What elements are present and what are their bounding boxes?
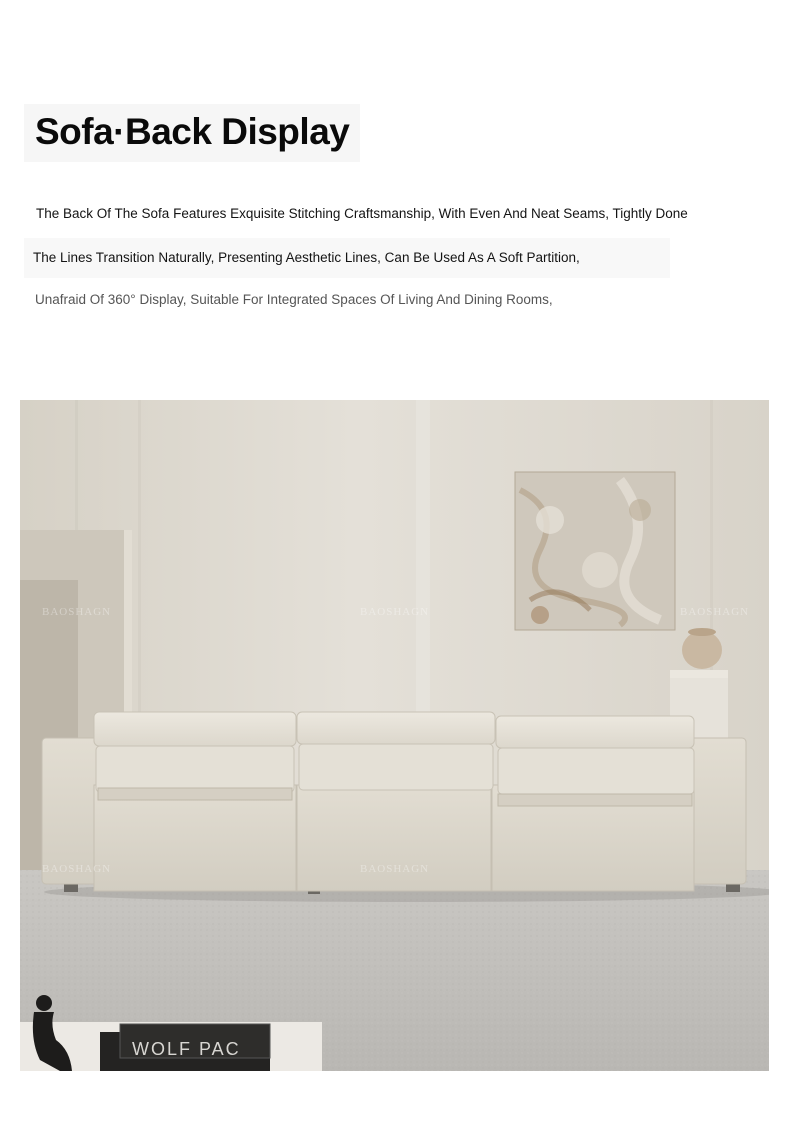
- vase-icon: [682, 631, 722, 669]
- watermark-3: BAOSHAGN: [680, 606, 750, 618]
- watermark-5: BAOSHAGN: [360, 863, 430, 875]
- title-banner: [24, 104, 360, 162]
- description-line-3: Unafraid Of 360° Display, Suitable For Integrated Spaces Of Living And Dining Rooms,: [35, 292, 553, 307]
- book-title: WOLF PAC: [132, 1039, 241, 1059]
- watermark-4: BAOSHAGN: [42, 863, 112, 875]
- watermark-1: BAOSHAGN: [42, 606, 112, 618]
- watermark-2: BAOSHAGN: [360, 606, 430, 618]
- section-title: Sofa·Back Display: [35, 111, 350, 152]
- sofa-back-photo: [20, 400, 769, 1071]
- description-line-2: The Lines Transition Naturally, Presenting Aesthetic Lines, Can Be Used As A Soft Partition,: [33, 250, 580, 265]
- description-line-1: The Back Of The Sofa Features Exquisite Stitching Craftsmanship, With Even And Neat Seams, Tightly Done: [36, 206, 688, 221]
